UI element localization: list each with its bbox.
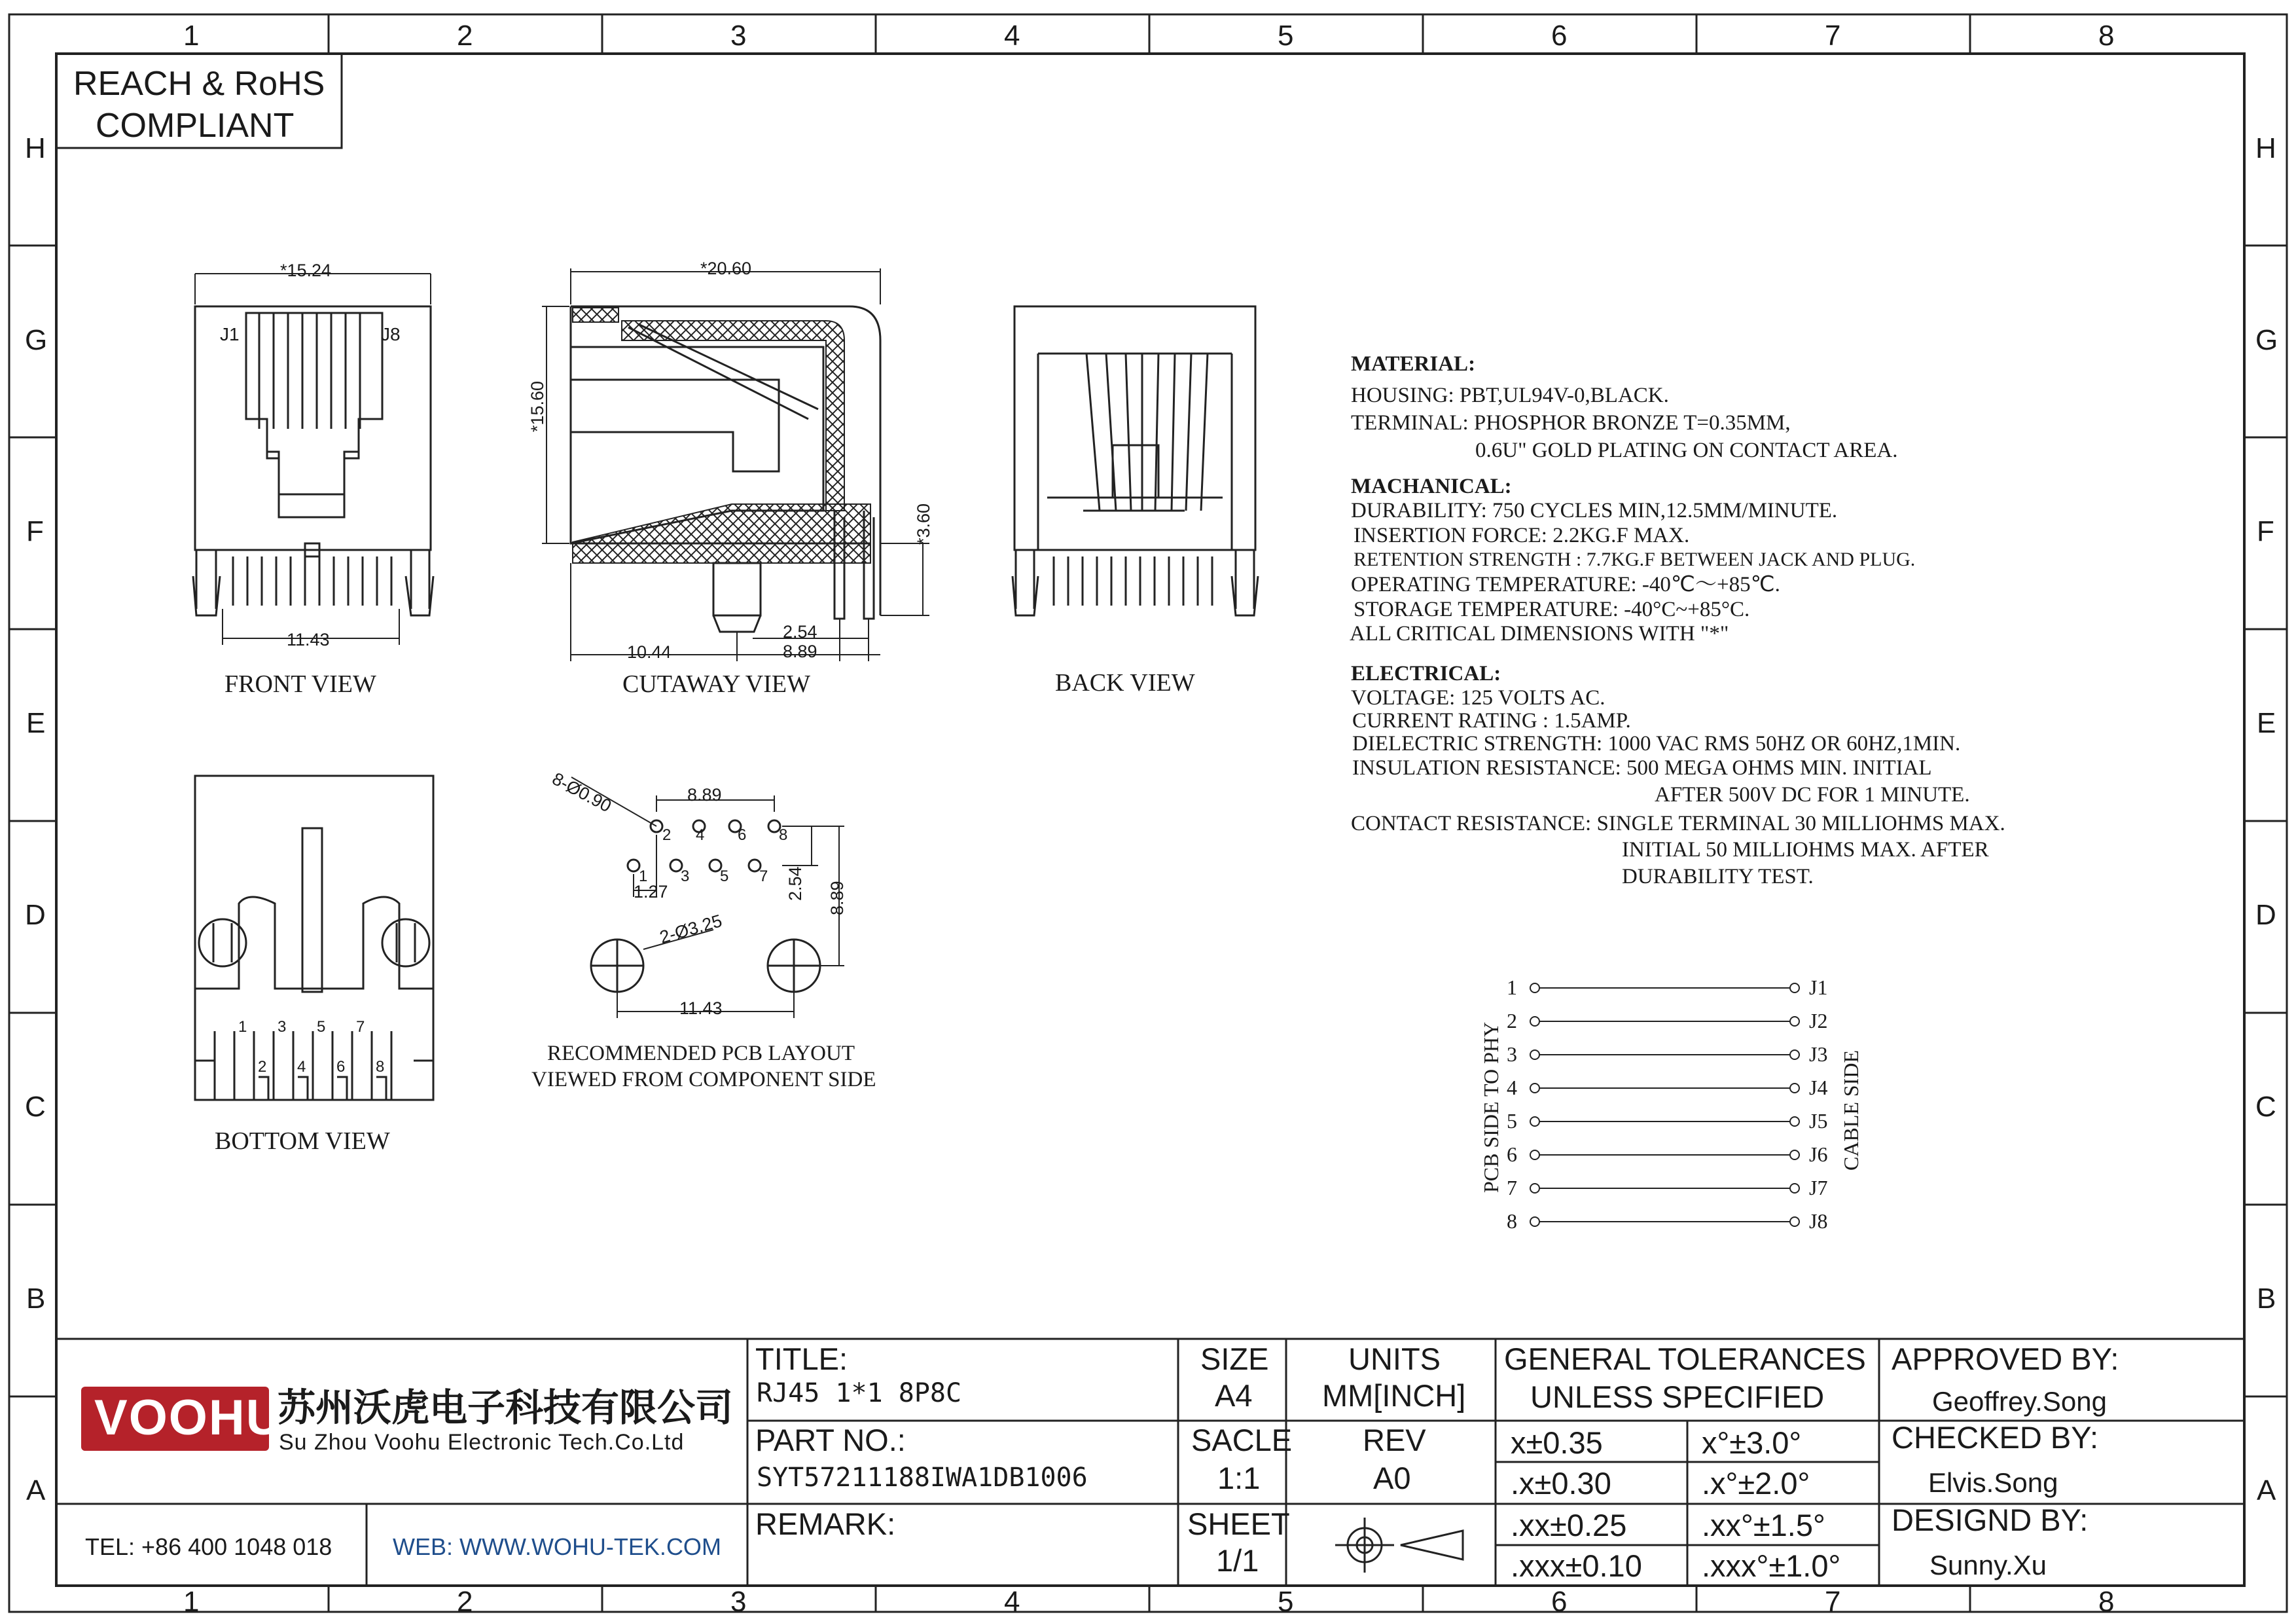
- schematic-terminal: [1530, 1084, 1539, 1093]
- tolerance-linear-3: .xxx±0.10: [1511, 1548, 1642, 1583]
- zone-col-6: 6: [1551, 20, 1568, 52]
- electrical-heading: ELECTRICAL:: [1351, 662, 1501, 685]
- zone-row-f-right: F: [2257, 515, 2274, 547]
- schematic-drawing: [1530, 983, 1799, 1226]
- sheet-label: SHEET: [1187, 1506, 1290, 1541]
- zone-row-h: H: [25, 132, 46, 164]
- zone-row-g-right: G: [2255, 324, 2278, 356]
- pcb-pin-6: 6: [738, 826, 747, 844]
- tolerance-angular-2: .xx°±1.5°: [1702, 1508, 1825, 1542]
- zone-row-a: A: [26, 1474, 46, 1506]
- pcb-pitch-dim: 1.27: [634, 882, 668, 902]
- mechanical-line-2: INSERTION FORCE: 2.2KG.F MAX.: [1354, 524, 1690, 547]
- schematic-terminal: [1790, 1184, 1799, 1193]
- zone-row-c-right: C: [2255, 1091, 2276, 1123]
- pcb-label-line-2: VIEWED FROM COMPONENT SIDE: [531, 1068, 876, 1091]
- schematic-terminal: [1530, 1050, 1539, 1059]
- pcb-post-dim: 2-Ø3.25: [657, 911, 725, 947]
- schematic-right-pin: J4: [1809, 1076, 1828, 1099]
- schematic-terminal: [1530, 1150, 1539, 1159]
- bottom-pin-3: 3: [278, 1018, 287, 1036]
- compliance-line-1: REACH & RoHS: [73, 65, 325, 103]
- electrical-line-4: INSULATION RESISTANCE: 500 MEGA OHMS MIN. INITIAL: [1352, 756, 1932, 780]
- bottom-pin-4: 4: [297, 1058, 306, 1076]
- tolerance-angular-0: x°±3.0°: [1702, 1425, 1802, 1460]
- company-name-cn: 苏州沃虎电子科技有限公司: [278, 1387, 734, 1429]
- zone-col-4: 4: [1004, 20, 1020, 52]
- projection-symbol-icon: [1335, 1518, 1463, 1573]
- front-pitch-dim: 11.43: [287, 630, 330, 649]
- zone-row-b-right: B: [2257, 1283, 2276, 1315]
- pcb-pin-1: 1: [639, 867, 648, 885]
- part-number-label: PART NO.:: [755, 1423, 906, 1457]
- pcb-depth-dim: 8.89: [827, 881, 847, 915]
- units-label: UNITS: [1348, 1341, 1441, 1376]
- units-value: MM[INCH]: [1322, 1378, 1466, 1413]
- electrical-line-6: CONTACT RESISTANCE: SINGLE TERMINAL 30 MILLIOHMS MAX.: [1351, 812, 2005, 835]
- tolerance-heading-1: GENERAL TOLERANCES: [1504, 1341, 1866, 1376]
- zone-row-c: C: [25, 1091, 46, 1123]
- zone-row-d-right: D: [2255, 899, 2276, 931]
- cutaway-height-dim: *15.60: [528, 380, 547, 432]
- schematic-left-pin: 1: [1507, 976, 1517, 999]
- electrical-line-5: AFTER 500V DC FOR 1 MINUTE.: [1655, 783, 1970, 807]
- zone-col-2: 2: [457, 20, 473, 52]
- title-label: TITLE:: [755, 1341, 848, 1376]
- tolerance-angular-3: .xxx°±1.0°: [1702, 1548, 1841, 1583]
- schematic-left-pin: 6: [1507, 1142, 1517, 1166]
- zone-row-b: B: [26, 1283, 46, 1315]
- schematic-terminal: [1790, 1084, 1799, 1093]
- schematic-left-pin: 7: [1507, 1176, 1517, 1199]
- electrical-line-3: DIELECTRIC STRENGTH: 1000 VAC RMS 50HZ OR 60HZ,1MIN.: [1352, 732, 1961, 756]
- pcb-pin-3: 3: [681, 867, 690, 885]
- size-label: SIZE: [1200, 1341, 1269, 1376]
- schematic-terminal: [1790, 1217, 1799, 1226]
- designed-value: Sunny.Xu: [1929, 1550, 2047, 1580]
- bottom-pin-8: 8: [376, 1058, 385, 1076]
- schematic-left-pin: 2: [1507, 1009, 1517, 1032]
- zone-col-6-bottom: 6: [1551, 1586, 1568, 1618]
- electrical-line-2: CURRENT RATING : 1.5AMP.: [1352, 709, 1631, 733]
- pcb-pin-2: 2: [662, 826, 672, 844]
- schematic-terminal: [1530, 983, 1539, 993]
- schematic-left-pin: 3: [1507, 1042, 1517, 1066]
- front-pin-last: J8: [381, 324, 401, 344]
- schematic-right-pin: J8: [1809, 1209, 1828, 1233]
- front-view-drawing: [193, 306, 433, 615]
- schematic-terminal: [1790, 1150, 1799, 1159]
- pcb-pin-7: 7: [759, 867, 768, 885]
- mechanical-line-5: STORAGE TEMPERATURE: -40°C~+85°C.: [1354, 598, 1750, 621]
- schematic-left-pin: 8: [1507, 1209, 1517, 1233]
- approved-value: Geoffrey.Song: [1932, 1386, 2107, 1417]
- back-view-drawing: [1013, 306, 1258, 615]
- zone-row-e-right: E: [2257, 707, 2276, 739]
- zone-row-g: G: [25, 324, 48, 356]
- bottom-pin-5: 5: [317, 1018, 326, 1036]
- zone-col-8-bottom: 8: [2098, 1586, 2115, 1618]
- zone-col-3: 3: [730, 20, 747, 52]
- zone-col-1-bottom: 1: [183, 1586, 200, 1618]
- cutaway-standoff-dim: *3.60: [914, 503, 933, 545]
- pcb-post-span-dim: 11.43: [679, 998, 723, 1018]
- schematic-right-pin: J1: [1809, 976, 1828, 999]
- zone-row-d: D: [25, 899, 46, 931]
- pcb-row-dim: 2.54: [785, 866, 805, 901]
- bottom-pin-6: 6: [336, 1058, 346, 1076]
- bottom-pin-1: 1: [238, 1018, 247, 1036]
- company-web[interactable]: WEB: WWW.WOHU-TEK.COM: [393, 1533, 721, 1560]
- back-view-label: BACK VIEW: [1055, 669, 1195, 697]
- cutaway-dim-c: 8.89: [783, 642, 817, 661]
- designed-label: DESIGND BY:: [1892, 1503, 2089, 1537]
- pcb-pin-5: 5: [720, 867, 729, 885]
- zone-col-4-bottom: 4: [1004, 1586, 1020, 1618]
- company-tel: TEL: +86 400 1048 018: [85, 1533, 332, 1560]
- cutaway-dim-b: 2.54: [783, 622, 817, 642]
- front-width-dim: *15.24: [280, 261, 332, 280]
- electrical-line-1: VOLTAGE: 125 VOLTS AC.: [1351, 686, 1605, 710]
- company-name-en: Su Zhou Voohu Electronic Tech.Co.Ltd: [279, 1430, 685, 1455]
- company-logo-text: VOOHU: [94, 1390, 283, 1446]
- approved-label: APPROVED BY:: [1892, 1341, 2119, 1376]
- tolerance-heading-2: UNLESS SPECIFIED: [1530, 1379, 1825, 1414]
- mechanical-heading: MACHANICAL:: [1351, 475, 1512, 498]
- material-line-2: TERMINAL: PHOSPHOR BRONZE T=0.35MM,: [1351, 411, 1791, 435]
- schematic-right-pin: J2: [1809, 1009, 1828, 1032]
- zone-col-8: 8: [2098, 20, 2115, 52]
- pcb-label-line-1: RECOMMENDED PCB LAYOUT: [547, 1042, 855, 1065]
- tolerance-linear-2: .xx±0.25: [1511, 1508, 1627, 1542]
- zone-row-e: E: [26, 707, 46, 739]
- bottom-pin-7: 7: [356, 1018, 365, 1036]
- bottom-view-drawing: [195, 776, 433, 1100]
- mechanical-line-3: RETENTION STRENGTH : 7.7KG.F BETWEEN JACK AND PLUG.: [1354, 549, 1916, 570]
- schematic-left-label: PCB SIDE TO PHY: [1479, 1021, 1503, 1193]
- schematic-left-pin: 4: [1507, 1076, 1517, 1099]
- schematic-terminal: [1530, 1117, 1539, 1126]
- mechanical-line-1: DURABILITY: 750 CYCLES MIN,12.5MM/MINUTE.: [1351, 499, 1838, 522]
- rev-label: REV: [1363, 1423, 1426, 1457]
- mechanical-line-4: OPERATING TEMPERATURE: -40℃～+85℃.: [1351, 573, 1780, 596]
- schematic-right-pin: J6: [1809, 1142, 1828, 1166]
- bottom-pin-2: 2: [258, 1058, 267, 1076]
- tolerance-angular-1: .x°±2.0°: [1702, 1466, 1810, 1501]
- zone-col-2-bottom: 2: [457, 1586, 473, 1618]
- scale-label: SACLE: [1191, 1423, 1293, 1457]
- schematic-right-pin: J5: [1809, 1109, 1828, 1133]
- rev-value: A0: [1373, 1461, 1411, 1495]
- checked-value: Elvis.Song: [1928, 1467, 2058, 1498]
- cutaway-view-label: CUTAWAY VIEW: [622, 670, 810, 698]
- checked-label: CHECKED BY:: [1892, 1420, 2099, 1455]
- pcb-layout-drawing: [591, 820, 820, 992]
- schematic-right-pin: J7: [1809, 1176, 1828, 1199]
- compliance-line-2: COMPLIANT: [96, 107, 295, 145]
- pcb-pin-8: 8: [779, 826, 788, 844]
- material-heading: MATERIAL:: [1351, 352, 1476, 376]
- schematic-terminal: [1530, 1017, 1539, 1026]
- zone-col-7-bottom: 7: [1825, 1586, 1841, 1618]
- pcb-span-dim: 8.89: [687, 785, 722, 805]
- schematic-terminal: [1530, 1217, 1539, 1226]
- size-value: A4: [1215, 1378, 1253, 1413]
- tolerance-linear-1: .x±0.30: [1511, 1466, 1611, 1501]
- electrical-line-8: DURABILITY TEST.: [1622, 865, 1814, 888]
- zone-col-3-bottom: 3: [730, 1586, 747, 1618]
- sheet-value: 1/1: [1216, 1543, 1259, 1578]
- zone-col-5: 5: [1278, 20, 1294, 52]
- pcb-hole-dim: 8-Ø0.90: [548, 769, 615, 816]
- part-number-value: SYT57211188IWA1DB1006: [757, 1463, 1088, 1493]
- scale-value: 1:1: [1217, 1461, 1261, 1495]
- schematic-terminal: [1790, 983, 1799, 993]
- schematic-terminal: [1790, 1017, 1799, 1026]
- material-line-1: HOUSING: PBT,UL94V-0,BLACK.: [1351, 384, 1669, 407]
- schematic-terminal: [1530, 1184, 1539, 1193]
- cutaway-length-dim: *20.60: [700, 259, 752, 278]
- remark-label: REMARK:: [755, 1506, 896, 1541]
- zone-col-1: 1: [183, 20, 200, 52]
- zone-col-7: 7: [1825, 20, 1841, 52]
- zone-col-5-bottom: 5: [1278, 1586, 1294, 1618]
- zone-row-h-right: H: [2255, 132, 2276, 164]
- cutaway-dim-a: 10.44: [627, 642, 672, 662]
- schematic-left-pin: 5: [1507, 1109, 1517, 1133]
- zone-row-f: F: [26, 515, 44, 547]
- schematic-terminal: [1790, 1117, 1799, 1126]
- title-value: RJ45 1*1 8P8C: [757, 1378, 962, 1408]
- schematic-right-label: CABLE SIDE: [1839, 1050, 1863, 1171]
- front-view-label: FRONT VIEW: [224, 670, 376, 698]
- material-line-3: 0.6U" GOLD PLATING ON CONTACT AREA.: [1475, 439, 1898, 462]
- schematic-terminal: [1790, 1050, 1799, 1059]
- pcb-pin-4: 4: [696, 826, 705, 844]
- front-pin-first: J1: [220, 324, 240, 344]
- bottom-view-label: BOTTOM VIEW: [215, 1127, 390, 1155]
- schematic-right-pin: J3: [1809, 1042, 1828, 1066]
- mechanical-line-6: ALL CRITICAL DIMENSIONS WITH "*": [1350, 622, 1729, 646]
- tolerance-linear-0: x±0.35: [1511, 1425, 1603, 1460]
- zone-row-a-right: A: [2257, 1474, 2276, 1506]
- electrical-line-7: INITIAL 50 MILLIOHMS MAX. AFTER: [1622, 838, 1989, 862]
